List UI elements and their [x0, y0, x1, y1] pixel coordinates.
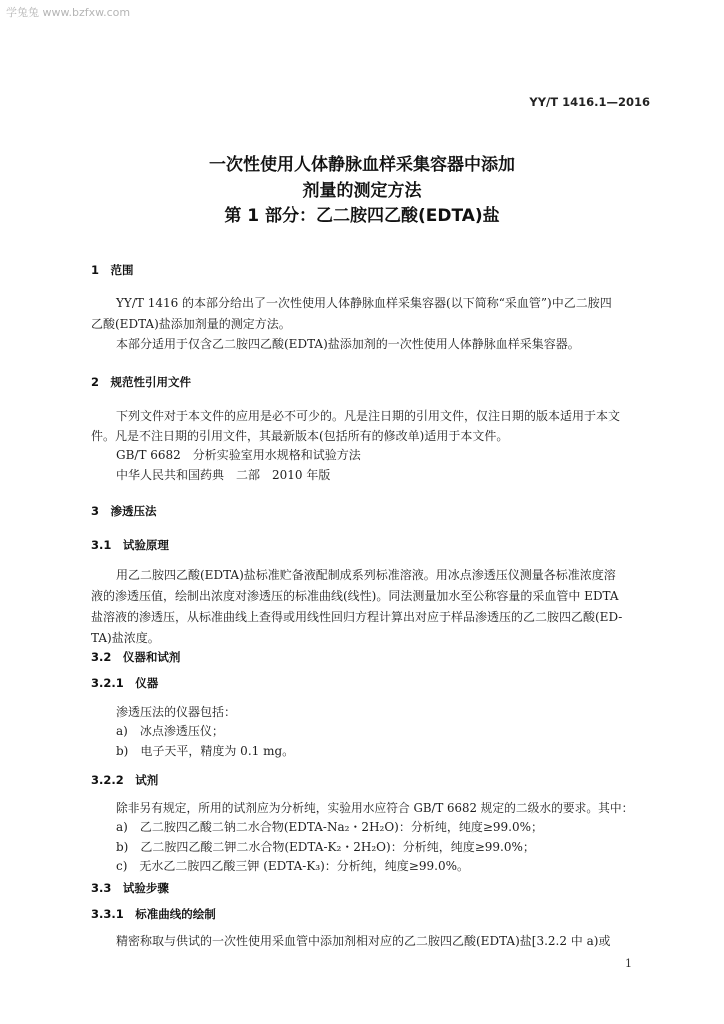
section-heading-scope: 1 范围 — [91, 263, 134, 277]
document-title-line-2: 剂量的测定方法 — [302, 181, 422, 201]
principle-line-4: TA)盐浓度。 — [91, 631, 160, 645]
reagents-item-c: c) 无水乙二胺四乙酸三钾 (EDTA-K₃)：分析纯，纯度≥99.0%。 — [116, 859, 469, 873]
principle-line-2: 液的渗透压值，绘制出浓度对渗透压的标准曲线(线性)。同法测量加水至公称容量的采血管中 EDTA — [91, 589, 619, 603]
reagents-item-b: b) 乙二胺四乙酸二钾二水合物(EDTA-K₂・2H₂O)：分析纯，纯度≥99.0%； — [116, 840, 535, 854]
subsection-heading-apparatus-reagents: 3.2 仪器和试剂 — [91, 650, 181, 664]
apparatus-item-b: b) 电子天平，精度为 0.1 mg。 — [116, 744, 295, 758]
scope-paragraph-2: 本部分适用于仅含乙二胺四乙酸(EDTA)盐添加剂的一次性使用人体静脉血样采集容器。 — [116, 337, 580, 351]
site-watermark: 学兔兔 www.bzfxw.com — [6, 6, 131, 19]
apparatus-item-a: a) 冰点渗透压仪； — [116, 724, 224, 738]
references-paragraph-line-2: 件。凡是不注日期的引用文件，其最新版本(包括所有的修改单)适用于本文件。 — [91, 429, 509, 443]
standard-number: YY/T 1416.1—2016 — [529, 95, 650, 109]
reagents-item-a: a) 乙二胺四乙酸二钠二水合物(EDTA-Na₂・2H₂O)：分析纯，纯度≥99.0%； — [116, 820, 544, 834]
reagents-intro: 除非另有规定，所用的试剂应为分析纯，实验用水应符合 GB/T 6682 规定的二级水的要求。其中： — [116, 801, 634, 815]
document-title-line-1: 一次性使用人体静脉血样采集容器中添加 — [209, 155, 515, 175]
scope-paragraph-1-line-1: YY/T 1416 的本部分给出了一次性使用人体静脉血样采集容器(以下简称“采血管”)中乙二胺四 — [116, 296, 612, 310]
principle-line-3: 盐溶液的渗透压，从标准曲线上查得或用线性回归方程计算出对应于样品渗透压的乙二胺四乙酸(ED- — [91, 610, 623, 624]
principle-line-1: 用乙二胺四乙酸(EDTA)盐标准贮备液配制成系列标准溶液。用冰点渗透压仪测量各标准浓度溶 — [116, 568, 616, 582]
page-number: 1 — [625, 957, 632, 970]
subsection-heading-apparatus: 3.2.1 仪器 — [91, 676, 159, 690]
subsection-heading-test-procedure: 3.3 试验步骤 — [91, 881, 169, 895]
apparatus-intro: 渗透压法的仪器包括： — [116, 705, 237, 719]
subsection-heading-test-principle: 3.1 试验原理 — [91, 538, 169, 552]
references-paragraph-line-1: 下列文件对于本文件的应用是必不可少的。凡是注日期的引用文件，仅注日期的版本适用于本文 — [116, 409, 621, 423]
subsection-heading-reagents: 3.2.2 试剂 — [91, 773, 159, 787]
section-heading-osmotic-method: 3 渗透压法 — [91, 504, 157, 518]
scope-paragraph-1-line-2: 乙酸(EDTA)盐添加剂量的测定方法。 — [91, 317, 291, 331]
reference-gbt-6682: GB/T 6682 分析实验室用水规格和试验方法 — [116, 448, 361, 462]
standard-curve-line-1: 精密称取与供试的一次性使用采血管中添加剂相对应的乙二胺四乙酸(EDTA)盐[3.2.2 中 a)或 — [116, 934, 611, 948]
subsection-heading-standard-curve: 3.3.1 标准曲线的绘制 — [91, 907, 216, 921]
section-heading-normative-references: 2 规范性引用文件 — [91, 375, 192, 389]
document-title-line-3: 第 1 部分：乙二胺四乙酸(EDTA)盐 — [224, 206, 500, 226]
reference-pharmacopoeia: 中华人民共和国药典 二部 2010 年版 — [116, 468, 331, 482]
